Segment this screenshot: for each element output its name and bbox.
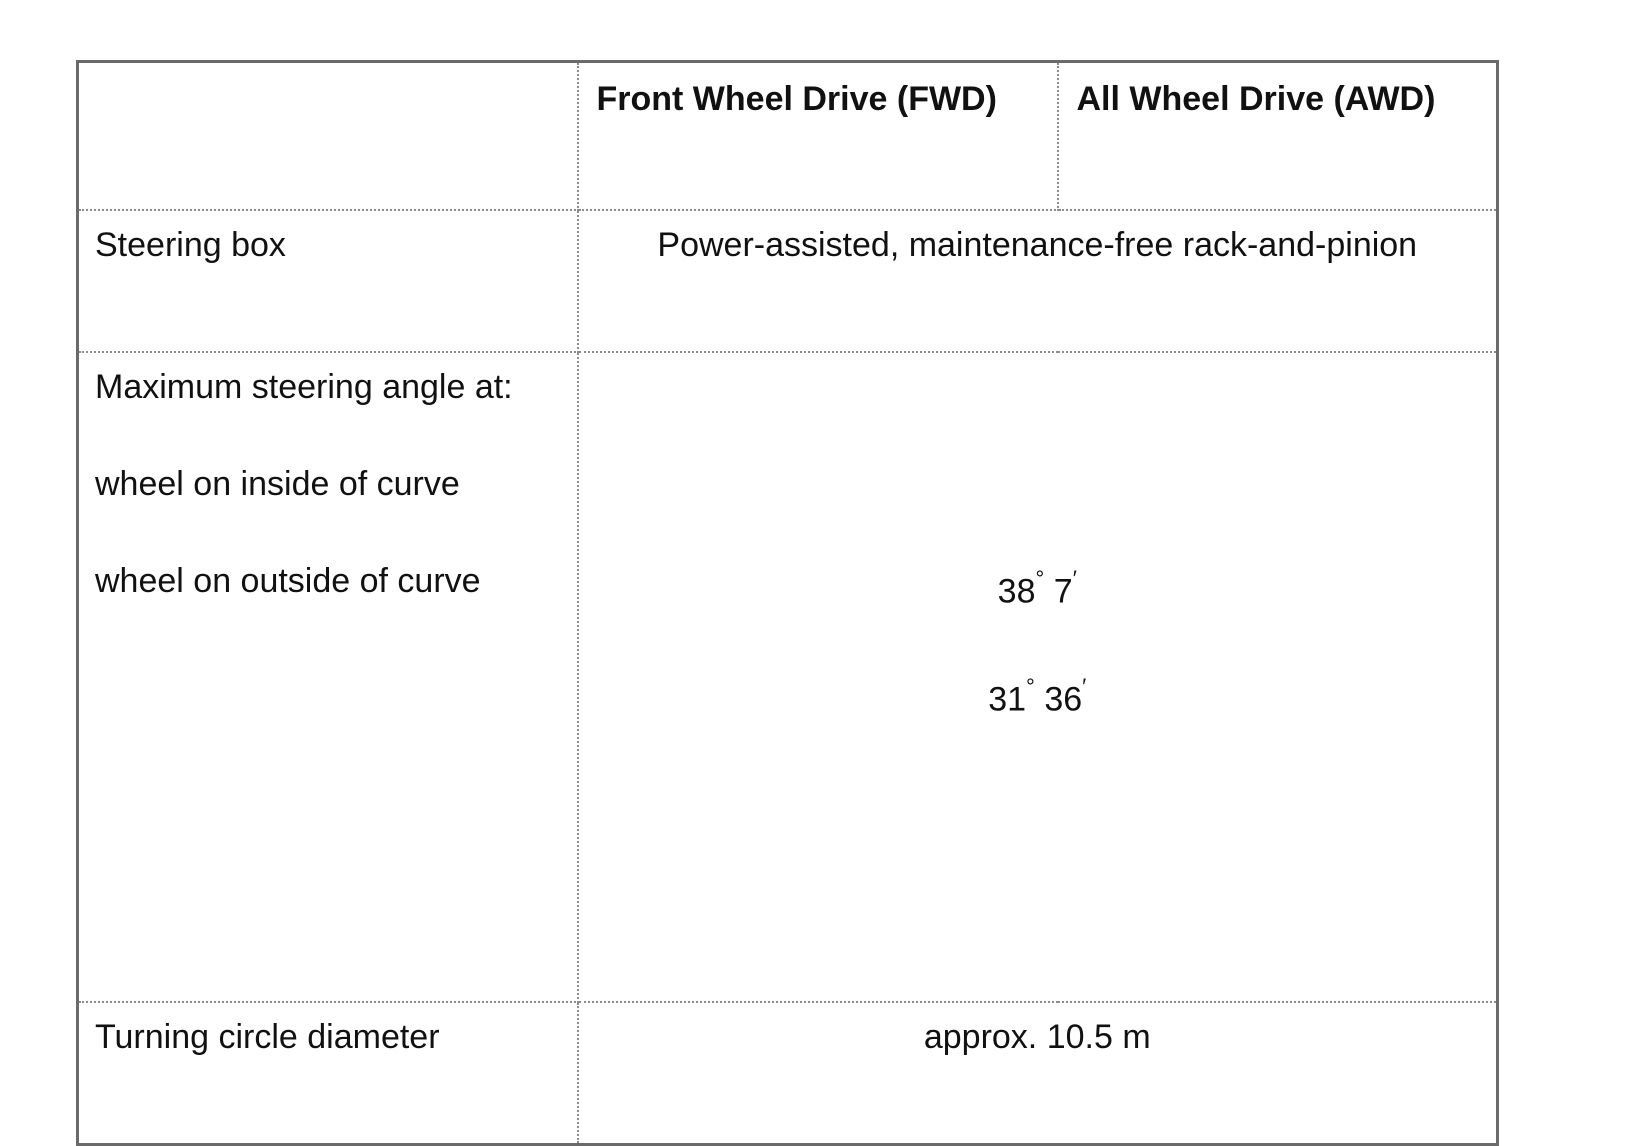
table-row	[78, 210, 1498, 352]
angle-value-outside	[579, 671, 1497, 779]
degree-symbol: °	[1035, 566, 1045, 591]
angle-inside-minutes: 7	[1053, 572, 1073, 611]
row-value-steering-box: Power-assisted, maintenance-free rack-and-pinion	[578, 210, 1498, 352]
angle-value-inside	[579, 563, 1497, 671]
row-label-turning-circle: Turning circle diameter	[78, 1002, 578, 1145]
row-value-turning-circle: approx. 10.5 m	[578, 1002, 1498, 1145]
angle-outside-minutes: 36	[1044, 680, 1083, 719]
header-awd: All Wheel Drive (AWD)	[1058, 62, 1498, 211]
angle-outside-degrees: 31	[988, 680, 1027, 719]
row-label-steering-angle	[78, 352, 578, 1002]
degree-symbol: °	[1026, 674, 1035, 699]
table-row	[78, 352, 1498, 1002]
angle-label-outside: wheel on outside of curve	[95, 562, 481, 600]
header-empty-cell	[78, 62, 578, 211]
header-row	[78, 62, 1498, 211]
angle-label-inside: wheel on inside of curve	[95, 465, 460, 503]
table-row	[78, 1002, 1498, 1145]
angle-label-title: Maximum steering angle at:	[95, 368, 513, 406]
minute-symbol: ′	[1082, 674, 1087, 699]
angle-inside-degrees: 38	[997, 572, 1036, 611]
row-label-steering-box: Steering box	[78, 210, 578, 352]
header-fwd: Front Wheel Drive (FWD)	[578, 62, 1058, 211]
spec-table	[76, 60, 1499, 1146]
minute-symbol: ′	[1072, 566, 1077, 591]
row-value-steering-angle	[578, 352, 1498, 1002]
